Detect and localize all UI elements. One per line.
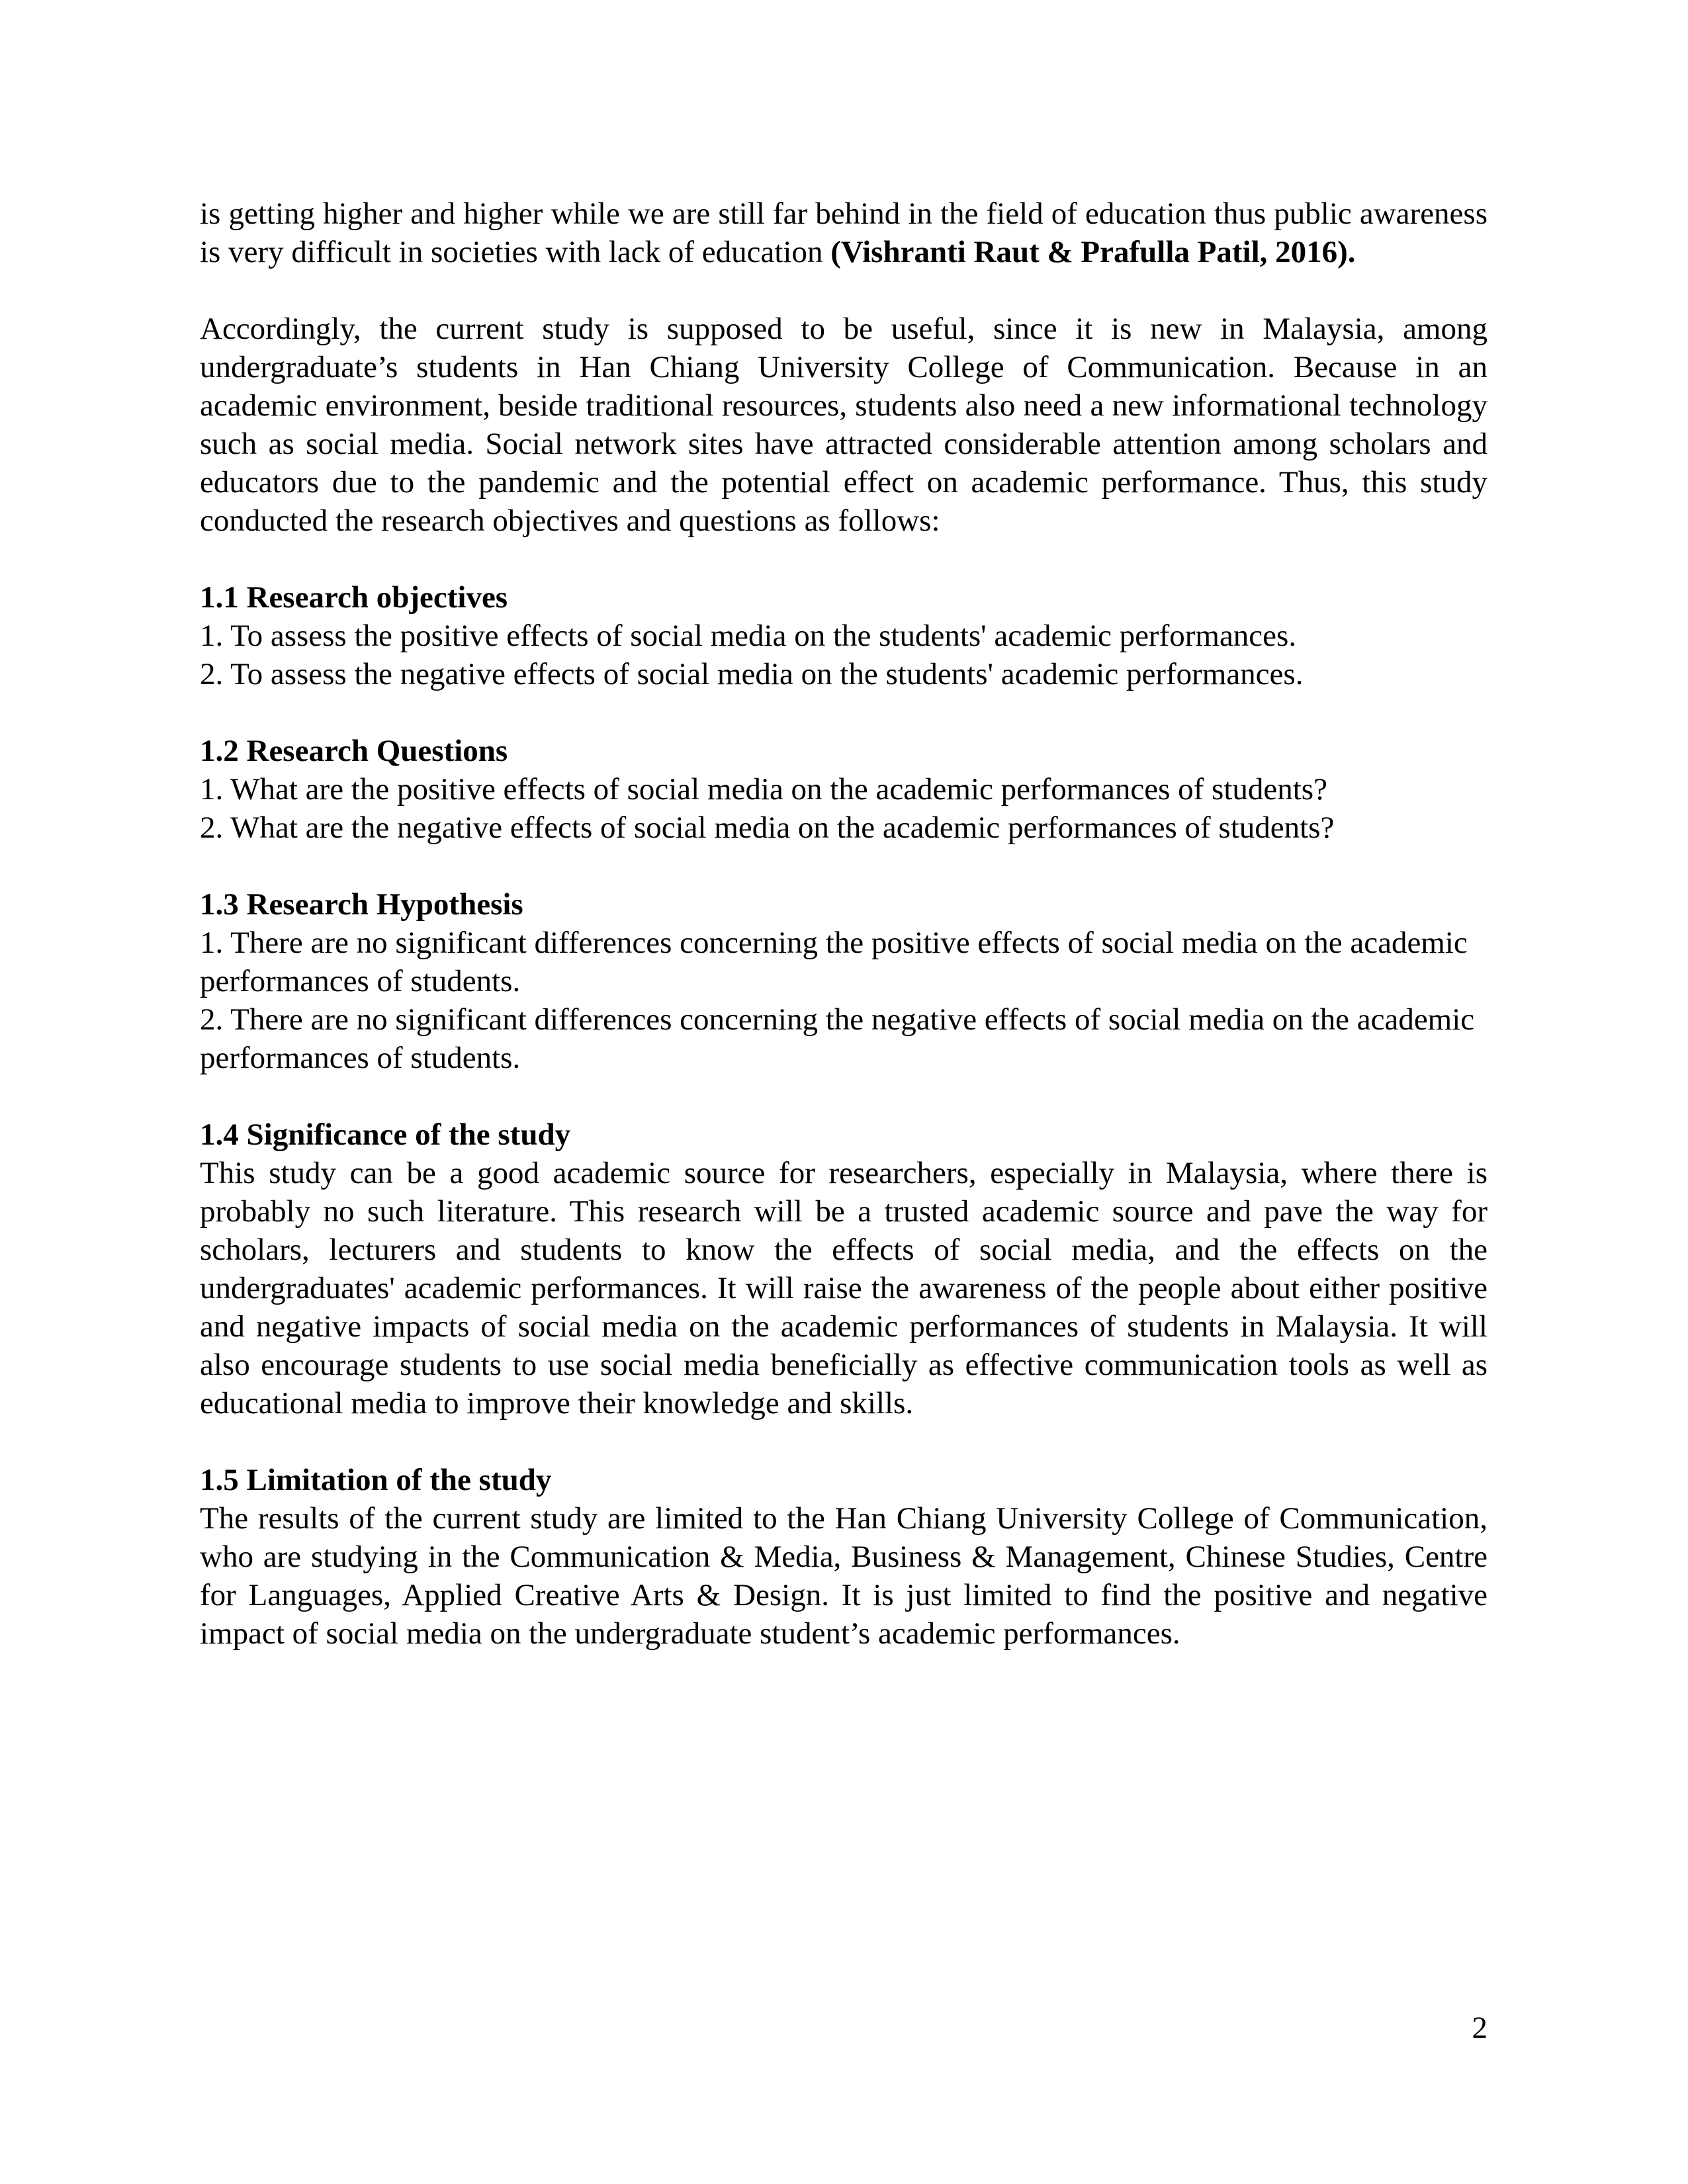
heading-research-questions: 1.2 Research Questions bbox=[200, 734, 508, 768]
heading-research-objectives: 1.1 Research objectives bbox=[200, 580, 508, 615]
hypothesis-item: 2. There are no significant differences concerning the negative effects of social media on the academic performances of students. bbox=[200, 1002, 1475, 1075]
intro-paragraph bbox=[200, 195, 1488, 271]
page-number: 2 bbox=[1472, 2011, 1488, 2045]
paragraph-accordingly: Accordingly, the current study is supposed to be useful, since it is new in Malaysia, among undergraduate’s students in Han Chiang University College of Communication. Because in an academic environment, beside traditional resources, students also need a new informational technology such as social media. Social network sites have attracted considerable attention among scholars and educators due to the pandemic and the potential effect on academic performance. Thus, this study conducted the research objectives and questions as follows: bbox=[200, 312, 1488, 538]
heading-research-hypothesis: 1.3 Research Hypothesis bbox=[200, 887, 523, 922]
objective-item: 2. To assess the negative effects of social media on the students' academic performances. bbox=[200, 657, 1304, 691]
limitation-paragraph: The results of the current study are limited to the Han Chiang University College of Communication, who are studying in the Communication & Media, Business & Management, Chinese Studies, Centre for Languages, Applied Creative Arts & Design. It is just limited to find the positive and negative impact of social media on the undergraduate student’s academic performances. bbox=[200, 1501, 1488, 1651]
hypothesis-item: 1. There are no significant differences concerning the positive effects of social media on the academic performances of students. bbox=[200, 926, 1468, 998]
significance-paragraph: This study can be a good academic source for researchers, especially in Malaysia, where there is probably no such literature. This research will be a trusted academic source and pave the way for scholars, lecturers and students to know the effects of social media, and the effects on the undergraduates' academic performances. It will raise the awareness of the people about either positive and negative impacts of social media on the academic performances of students in Malaysia. It will also encourage students to use social media beneficially as effective communication tools as well as educational media to improve their knowledge and skills. bbox=[200, 1156, 1488, 1420]
question-item: 1. What are the positive effects of social media on the academic performances of students? bbox=[200, 772, 1327, 807]
intro-citation: (Vishranti Raut & Prafulla Patil, 2016). bbox=[830, 235, 1356, 269]
question-item: 2. What are the negative effects of social media on the academic performances of students? bbox=[200, 810, 1335, 845]
intro-text: is getting higher and higher while we are still far behind in the field of education thus public awareness is very difficult in societies with lack of education bbox=[200, 197, 1488, 269]
objective-item: 1. To assess the positive effects of social media on the students' academic performances. bbox=[200, 619, 1297, 653]
heading-limitation: 1.5 Limitation of the study bbox=[200, 1463, 552, 1497]
heading-significance: 1.4 Significance of the study bbox=[200, 1117, 571, 1152]
body-text bbox=[200, 195, 1488, 1653]
